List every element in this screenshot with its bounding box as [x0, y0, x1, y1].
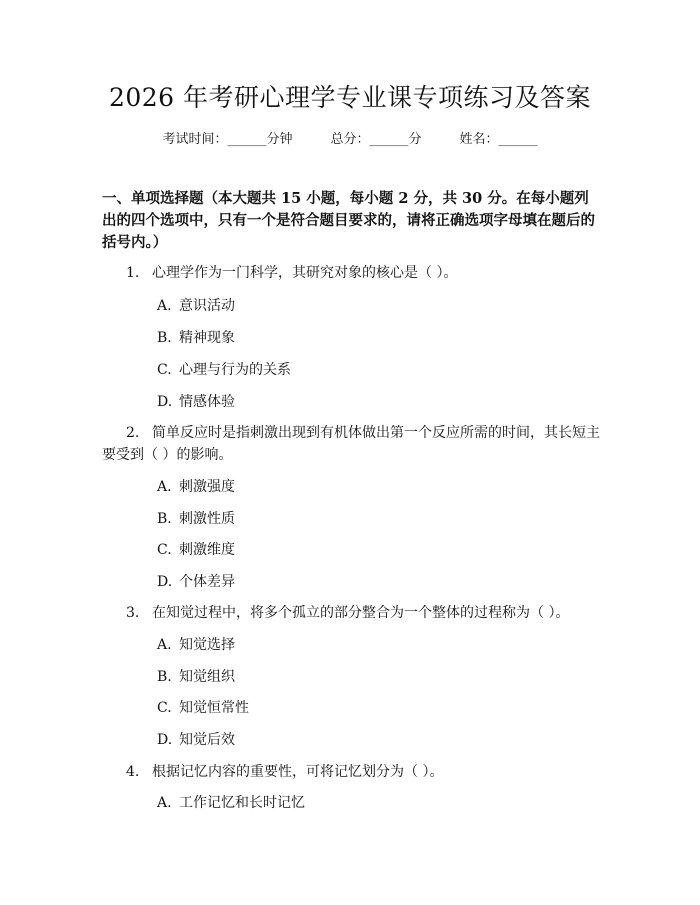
option-text: 意识活动 — [179, 298, 235, 314]
question-2-option-b — [157, 509, 235, 529]
option-letter: D. — [157, 574, 173, 590]
option-letter: A. — [157, 298, 172, 314]
option-text: 刺激强度 — [179, 479, 235, 495]
option-text: 刺激性质 — [179, 511, 235, 527]
option-letter: C. — [157, 542, 172, 558]
option-letter: C. — [157, 362, 172, 378]
question-number: 4. — [126, 764, 140, 780]
question-text: 根据记忆内容的重要性，可将记忆划分为（ ）。 — [152, 764, 444, 780]
question-3-option-c — [157, 698, 249, 718]
question-2-option-d — [157, 572, 235, 592]
question-4-option-a — [157, 793, 305, 813]
question-text: 简单反应时是指刺激出现到有机体做出第一个反应所需的时间，其长短主要受到（ ）的影响。 — [102, 425, 600, 463]
option-letter: B. — [157, 511, 172, 527]
question-number: 1. — [126, 265, 140, 281]
question-1-option-a — [157, 296, 235, 316]
option-letter: D. — [157, 732, 173, 748]
question-3 — [102, 602, 602, 624]
question-2-option-c — [157, 540, 235, 560]
total-score-field: 总分：______分 — [330, 132, 422, 147]
question-3-option-b — [157, 667, 235, 687]
option-text: 知觉选择 — [179, 637, 235, 653]
question-text: 在知觉过程中，将多个孤立的部分整合为一个整体的过程称为（ ）。 — [152, 605, 570, 621]
option-text: 知觉组织 — [179, 669, 235, 685]
question-1-option-d — [157, 392, 235, 412]
option-letter: A. — [157, 637, 172, 653]
option-text: 精神现象 — [179, 330, 235, 346]
question-3-option-a — [157, 635, 235, 655]
option-text: 个体差异 — [179, 574, 235, 590]
option-letter: A. — [157, 795, 172, 811]
question-1-option-b — [157, 328, 235, 348]
exam-meta-line — [0, 130, 700, 150]
question-1-option-c — [157, 360, 291, 380]
option-letter: A. — [157, 479, 172, 495]
question-1 — [102, 262, 602, 284]
question-2-option-a — [157, 477, 235, 497]
option-letter: D. — [157, 394, 173, 410]
option-text: 知觉恒常性 — [179, 700, 249, 716]
question-text: 心理学作为一门科学，其研究对象的核心是（ ）。 — [152, 265, 458, 281]
exam-time-field: 考试时间：______分钟 — [162, 132, 293, 147]
question-3-option-d — [157, 730, 235, 750]
question-number: 3. — [126, 605, 140, 621]
option-letter: C. — [157, 700, 172, 716]
option-text: 知觉后效 — [179, 732, 235, 748]
option-text: 心理与行为的关系 — [179, 362, 291, 378]
question-number: 2. — [126, 425, 140, 441]
question-4 — [102, 761, 602, 783]
section-heading: 一、单项选择题（本大题共 15 小题，每小题 2 分，共 30 分。在每小题列出的四个选项中，只有一个是符合题目要求的，请将正确选项字母填在题后的括号内。） — [102, 190, 595, 251]
option-letter: B. — [157, 330, 172, 346]
option-text: 刺激维度 — [179, 542, 235, 558]
option-text: 工作记忆和长时记忆 — [179, 795, 305, 811]
question-2 — [102, 422, 602, 466]
option-text: 情感体验 — [179, 394, 235, 410]
option-letter: B. — [157, 669, 172, 685]
document-title: 2026 年考研心理学专业课专项练习及答案 — [108, 83, 592, 112]
student-name-field: 姓名：______ — [459, 132, 538, 147]
